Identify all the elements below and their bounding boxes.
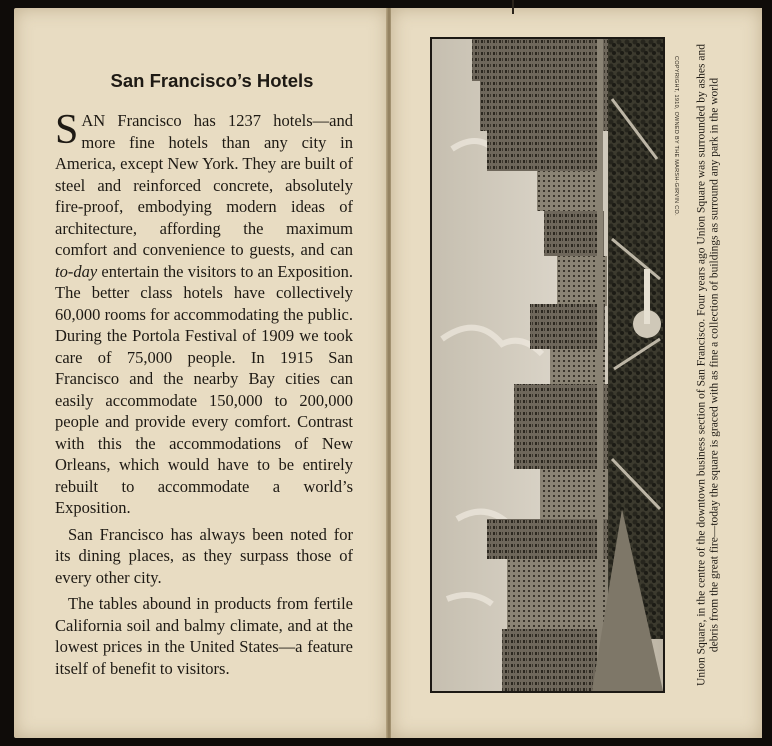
union-square-photo (430, 37, 665, 693)
fold-mark (512, 0, 514, 14)
article-body (55, 107, 353, 679)
paragraph-1-italic: to-day (55, 261, 98, 281)
copyright-text: COPYRIGHT, 1910, OWNED BY THE MARSH-GIRVIN CO. (673, 56, 679, 216)
paragraph-3: The tables abound in products from fertile California soil and balmy climate, and at the lowest prices in the United States—a feature itself of benefit to visitors. (55, 594, 353, 678)
caption-text: Union Square, in the centre of the downtown business section of San Francisco. Four years ago Union Square was surrounded by ashes and debris from the great fire—today the square is graced with as fine a collection of buildings as surround any park in the world (695, 44, 720, 686)
drop-cap: S (55, 107, 79, 153)
photo-illustration (432, 39, 663, 691)
page-title: San Francisco’s Hotels (110, 70, 314, 91)
copyright-notice (669, 36, 683, 236)
paragraph-1-end: entertain the visitors to an Exposition. The better class hotels have collectively 60,000 rooms for accommodating the public. During the Portola Festival of 1909 we took care of 75,000 people. In 1915 San Francisco and the nearby Bay cities can easily accommodate 150,000 to 200,000 people and provide every comfort. Contrast with this the accommodations of New Orleans, which would have to be entirely rebuilt to accommodate a world’s Exposition. (55, 261, 353, 517)
paragraph-1 (55, 107, 353, 519)
paragraph-1-text: AN Francisco has 1237 hotels—and more fine hotels than any city in America, except New York. They are built of steel and reinforced concrete, absolutely fire-proof, embodying modern ideas of architecture, affording the maximum comfort and convenience to guests, and can (55, 111, 353, 259)
paragraph-2: San Francisco has always been noted for its dining places, as they surpass those of every other city. (55, 524, 353, 587)
